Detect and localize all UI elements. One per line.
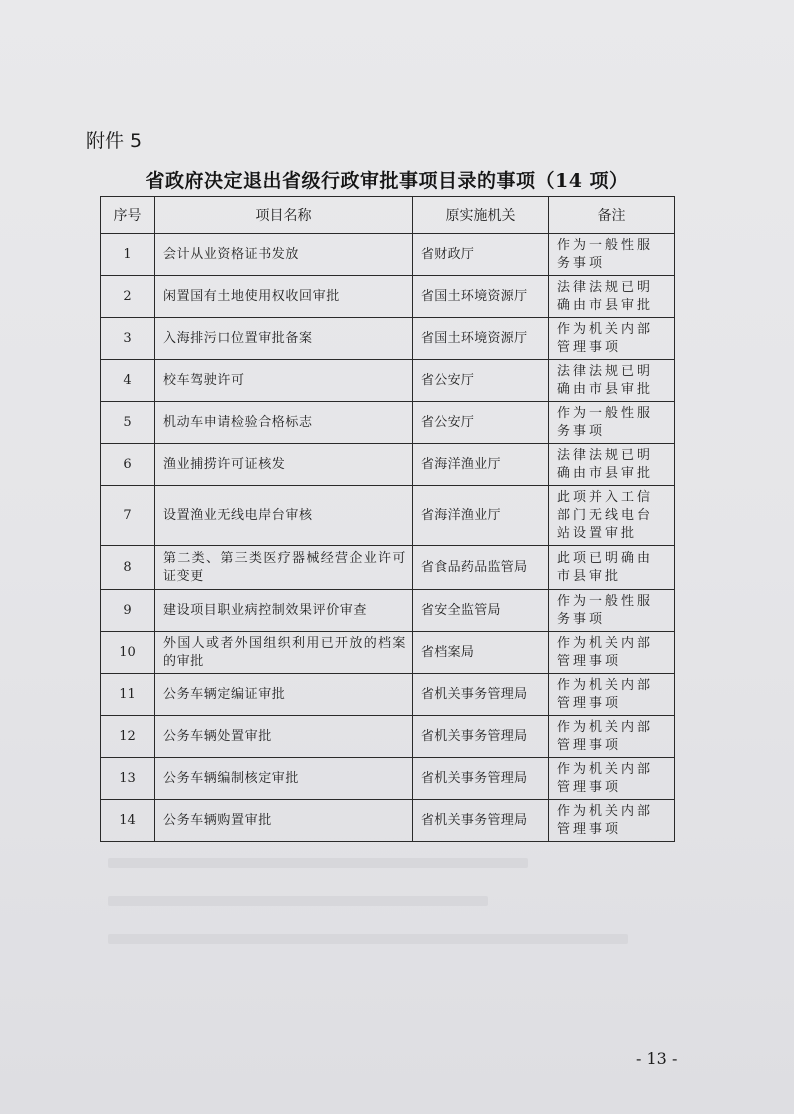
table-row [101,486,675,546]
row-original-authority: 省食品药品监管局 [413,546,549,590]
header-remarks: 备注 [549,197,675,234]
row-index: 6 [101,444,155,486]
row-item-name: 闲置国有土地使用权收回审批 [155,276,413,318]
row-item-name: 外国人或者外国组织利用已开放的档案的审批 [155,632,413,674]
row-index: 13 [101,758,155,800]
row-remarks: 作为机关内部管理事项 [549,716,675,758]
document-title: 省政府决定退出省级行政审批事项目录的事项（14 项） [145,170,629,192]
row-index: 1 [101,234,155,276]
row-index: 3 [101,318,155,360]
row-remarks: 法律法规已明确由市县审批 [549,360,675,402]
row-index: 4 [101,360,155,402]
row-original-authority: 省安全监管局 [413,590,549,632]
header-index: 序号 [101,197,155,234]
table-row [101,758,675,800]
row-index: 5 [101,402,155,444]
row-item-name: 建设项目职业病控制效果评价审查 [155,590,413,632]
header-item-name: 项目名称 [155,197,413,234]
row-index: 2 [101,276,155,318]
row-original-authority: 省公安厅 [413,402,549,444]
row-original-authority: 省档案局 [413,632,549,674]
row-remarks: 作为机关内部管理事项 [549,632,675,674]
table-row [101,360,675,402]
row-item-name: 公务车辆处置审批 [155,716,413,758]
row-index: 11 [101,674,155,716]
row-item-name: 会计从业资格证书发放 [155,234,413,276]
bleed-through-mark [108,934,628,944]
row-remarks: 法律法规已明确由市县审批 [549,276,675,318]
row-original-authority: 省海洋渔业厅 [413,486,549,546]
row-remarks: 作为机关内部管理事项 [549,758,675,800]
table-row [101,716,675,758]
row-remarks: 作为一般性服务事项 [549,590,675,632]
attachment-label: 附件 5 [86,130,143,152]
row-item-name: 公务车辆购置审批 [155,800,413,842]
table-header-row [101,197,675,234]
row-original-authority: 省海洋渔业厅 [413,444,549,486]
row-original-authority: 省机关事务管理局 [413,716,549,758]
row-index: 9 [101,590,155,632]
row-remarks: 作为机关内部管理事项 [549,318,675,360]
bleed-through-mark [108,896,488,906]
page-number: - 13 - [636,1049,678,1068]
row-index: 12 [101,716,155,758]
table-row [101,674,675,716]
row-item-name: 第二类、第三类医疗器械经营企业许可证变更 [155,546,413,590]
row-index: 8 [101,546,155,590]
row-original-authority: 省机关事务管理局 [413,800,549,842]
row-index: 7 [101,486,155,546]
row-item-name: 校车驾驶许可 [155,360,413,402]
table-row [101,590,675,632]
table-row [101,402,675,444]
row-remarks: 此项已明确由市县审批 [549,546,675,590]
row-original-authority: 省国土环境资源厅 [413,276,549,318]
row-item-name: 渔业捕捞许可证核发 [155,444,413,486]
table-row [101,444,675,486]
row-index: 14 [101,800,155,842]
row-original-authority: 省财政厅 [413,234,549,276]
items-table [100,196,675,842]
row-item-name: 入海排污口位置审批备案 [155,318,413,360]
header-original-authority: 原实施机关 [413,197,549,234]
table-row [101,276,675,318]
table-row [101,632,675,674]
table-row [101,318,675,360]
row-original-authority: 省公安厅 [413,360,549,402]
row-remarks: 作为一般性服务事项 [549,234,675,276]
row-remarks: 此项并入工信部门无线电台站设置审批 [549,486,675,546]
table-row [101,234,675,276]
row-original-authority: 省机关事务管理局 [413,674,549,716]
row-item-name: 公务车辆定编证审批 [155,674,413,716]
row-item-name: 机动车申请检验合格标志 [155,402,413,444]
table-body [101,234,675,842]
bleed-through-mark [108,858,528,868]
row-original-authority: 省机关事务管理局 [413,758,549,800]
row-remarks: 作为机关内部管理事项 [549,674,675,716]
table-row [101,800,675,842]
row-item-name: 设置渔业无线电岸台审核 [155,486,413,546]
row-remarks: 作为一般性服务事项 [549,402,675,444]
row-original-authority: 省国土环境资源厅 [413,318,549,360]
row-item-name: 公务车辆编制核定审批 [155,758,413,800]
table-row [101,546,675,590]
row-remarks: 法律法规已明确由市县审批 [549,444,675,486]
row-index: 10 [101,632,155,674]
row-remarks: 作为机关内部管理事项 [549,800,675,842]
